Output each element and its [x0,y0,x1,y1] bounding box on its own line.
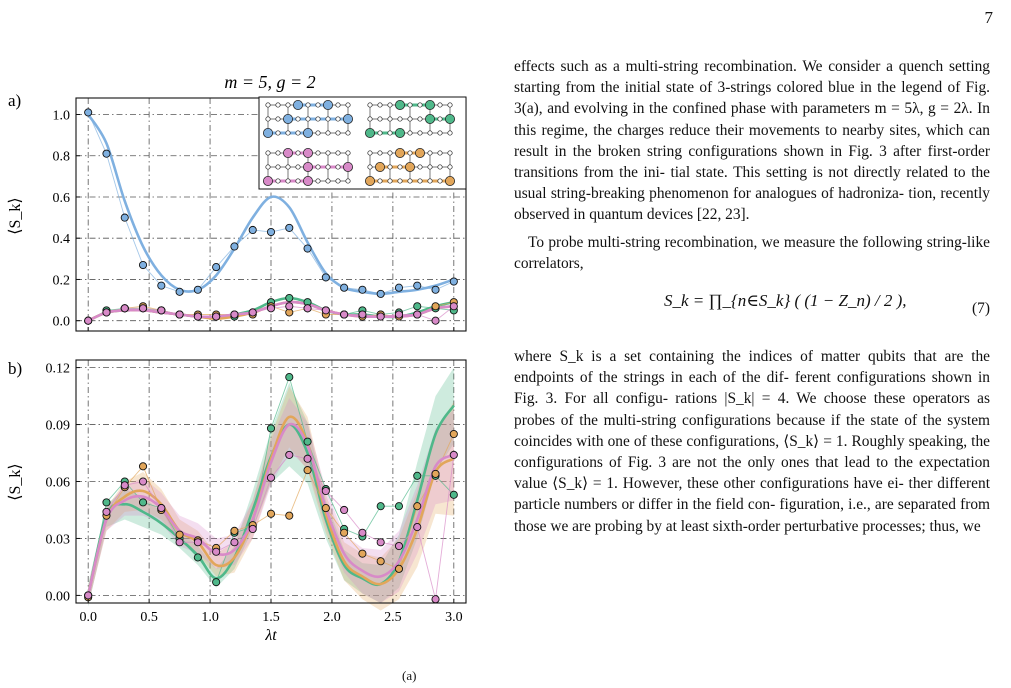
data-point [377,558,384,565]
lattice-site [428,165,432,169]
data-point [286,224,293,231]
equation-number: (7) [972,300,990,318]
data-point [432,596,439,603]
data-point [395,503,402,510]
data-point [158,504,165,511]
inset-frame [259,97,466,189]
lattice-site [266,165,270,169]
data-point [286,303,293,310]
charge-marker [283,148,292,157]
data-point [213,263,220,270]
lattice-site [286,165,290,169]
data-point [158,282,165,289]
lattice-site [346,103,350,107]
data-point [267,510,274,517]
lattice-site [378,103,382,107]
figure [0,0,500,688]
data-point [139,463,146,470]
text-line: a quench setting starting from the initial state of 3-strings [514,58,991,97]
text-line: shown in Fig. 3 after first-order transitions from the ini- [514,142,990,182]
data-point [139,305,146,312]
data-point [85,317,92,324]
lattice-site [326,179,330,183]
lattice-site [438,151,442,155]
y-tick-label: 1.0 [52,108,70,124]
lattice-site [286,103,290,107]
data-point [231,539,238,546]
data-point [194,286,201,293]
lattice-site [368,117,372,121]
text-line: by at least sixth-order perturbative processes; thus, we [646,517,981,535]
data-point [304,245,311,252]
lattice-site [428,131,432,135]
charge-marker [293,100,302,109]
charge-marker [303,176,312,185]
text-line: tial state. This setting is not directly related to the usual [514,164,990,203]
lattice-site [378,117,382,121]
data-point [194,539,201,546]
charge-marker [425,100,434,109]
lattice-site [276,117,280,121]
lattice-site [276,131,280,135]
data-point [231,311,238,318]
paragraph-2 [514,232,990,274]
data-point [322,504,329,511]
text-line: regime, the charges reduce their movements to nearby [541,121,885,139]
data-point [176,531,183,538]
data-point [395,284,402,291]
lattice-site [326,165,330,169]
text-line: string-breaking phenomenon for analogues of hadroniza- [550,185,905,203]
charge-marker [323,100,332,109]
data-point [176,288,183,295]
data-point [176,311,183,318]
data-point [432,286,439,293]
text-line: that are the endpoints of the strings in each of the dif- [514,348,990,387]
lattice-site [408,103,412,107]
lattice-site [266,103,270,107]
lattice-site [336,131,340,135]
data-point [450,278,457,285]
x-tick-label: 0.5 [140,610,158,625]
x-tick-label: 1.0 [201,610,219,625]
panel-b-ylabel: ⟨S_k⟩ [7,463,24,501]
charge-marker [395,148,404,157]
data-point [414,503,421,510]
text-line: ⟨S_k⟩ = 1. Roughly speaking, the configurations of Fig. 3 [514,432,990,472]
data-point [286,373,293,380]
data-point [414,282,421,289]
lattice-site [398,179,402,183]
data-point [322,307,329,314]
panel-b-xlabel: λt [265,627,277,644]
lattice-site [388,151,392,155]
lattice-site [418,103,422,107]
lattice-site [378,179,382,183]
lattice-site [378,131,382,135]
data-point [322,487,329,494]
lattice-site [388,179,392,183]
lattice-site [378,151,382,155]
charge-marker [263,176,272,185]
lattice-site [336,117,340,121]
y-tick-label: 0.03 [45,532,70,548]
data-point [395,311,402,318]
data-point [286,512,293,519]
lattice-site [346,151,350,155]
charge-marker [365,176,374,185]
charge-marker [303,128,312,137]
lattice-site [336,179,340,183]
lattice-site [428,179,432,183]
data-point [85,592,92,599]
data-point [267,228,274,235]
text-line: To probe multi-string recombination, we measure the [528,233,859,251]
lattice-site [306,103,310,107]
data-point [359,529,366,536]
lattice-site [368,151,372,155]
data-point [213,548,220,555]
charge-marker [445,114,454,123]
lattice-site [408,151,412,155]
y-tick-label: 0.12 [45,361,70,377]
charge-marker [343,114,352,123]
lattice-site [296,131,300,135]
data-point [450,451,457,458]
data-point [213,579,220,586]
lattice-site [388,131,392,135]
data-point [322,274,329,281]
charge-marker [415,148,424,157]
lattice-site [276,103,280,107]
lattice-site [326,151,330,155]
text-line: confined phase with parameters m = 5λ, g = 2λ. In this [514,100,990,139]
data-point [377,503,384,510]
data-point [121,214,128,221]
data-point [121,482,128,489]
data-point [121,305,128,312]
lattice-site [326,117,330,121]
data-point [249,525,256,532]
panel-a-label: a) [8,91,22,110]
x-tick-label: 2.5 [384,610,402,625]
data-point [139,261,146,268]
data-point [213,313,220,320]
data-point [359,286,366,293]
charge-marker [445,176,454,185]
data-point [304,438,311,445]
charge-marker [405,162,414,171]
charge-marker [365,128,374,137]
equation-body: S_k = ∏_{n∈S_k} ( (1 − Z_n) / 2 ), [664,291,907,311]
text-line: the system coincides with one of these configurations, [514,411,991,450]
data-point [432,303,439,310]
lattice-site [398,165,402,169]
charge-marker [303,162,312,171]
text-line: ther different particle numbers or differ in the field con- [514,475,990,514]
data-point [414,303,421,310]
data-point [267,305,274,312]
data-point [231,527,238,534]
data-point [414,472,421,479]
lattice-site [306,117,310,121]
text-line: sites, which can result in the broken string configurations [514,121,990,160]
panel-b-plot [46,360,467,625]
data-point [267,474,274,481]
lattice-site [346,131,350,135]
data-point [450,491,457,498]
data-point [432,317,439,324]
panel-b-label: b) [8,359,23,378]
lattice-site [336,151,340,155]
lattice-site [408,131,412,135]
figure-title: m = 5, g = 2 [224,72,316,92]
data-point [194,313,201,320]
data-point [103,499,110,506]
charge-marker [303,148,312,157]
data-point [304,467,311,474]
lattice-site [296,179,300,183]
data-point [139,499,146,506]
lattice-site [388,165,392,169]
lattice-site [286,131,290,135]
y-tick-label: 0.06 [45,475,70,491]
data-point [414,523,421,530]
lattice-site [316,117,320,121]
y-tick-label: 0.0 [52,314,70,330]
lattice-site [296,117,300,121]
charge-marker [375,162,384,171]
charge-marker [395,128,404,137]
lattice-site [438,103,442,107]
data-point [194,554,201,561]
text-line: tion, recently observed in quantum devices [22, 23]. [514,185,990,224]
charge-marker [425,114,434,123]
y-tick-label: 0.8 [52,149,70,165]
lattice-site [428,151,432,155]
lattice-site [408,117,412,121]
y-tick-label: 0.4 [52,232,70,248]
data-point [139,478,146,485]
data-point [414,311,421,318]
data-point [85,109,92,116]
caption-fragment: (a) [402,668,417,683]
y-tick-label: 0.2 [52,273,70,289]
data-point [359,550,366,557]
lattice-site [326,131,330,135]
lattice-site [316,103,320,107]
lattice-site [336,103,340,107]
data-point [395,565,402,572]
lattice-site [418,131,422,135]
lattice-site [438,131,442,135]
data-point [176,539,183,546]
text-line: ⟨S_k⟩ = 1. However, these other configurations have ei- [552,475,904,493]
text-line: of the multi-string configurations because if the state of [560,411,918,429]
lattice-site [448,151,452,155]
data-point [395,542,402,549]
lattice-site [316,179,320,183]
x-tick-label: 1.5 [262,610,280,625]
lattice-site [368,165,372,169]
text-line: following string-like correlators, [514,233,990,272]
lattice-site [438,179,442,183]
data-point [341,284,348,291]
lattice-site [286,179,290,183]
data-point [450,303,457,310]
charge-marker [283,114,292,123]
data-point [432,470,439,477]
charge-marker [343,162,352,171]
data-point [450,430,457,437]
page-number: 7 [984,8,993,27]
text-line: effects such as a multi-string recombination. We consider [514,58,881,75]
data-point [377,290,384,297]
y-tick-label: 0.09 [45,418,70,434]
data-point [341,311,348,318]
y-tick-label: 0.00 [45,589,70,605]
text-line: are not the only ones that lead to the expectation value [514,454,990,493]
x-tick-label: 0.0 [79,610,97,625]
lattice-site [448,165,452,169]
panel-a-ylabel: ⟨S_k⟩ [7,197,24,235]
lattice-site [316,151,320,155]
lattice-site [296,165,300,169]
data-point [249,226,256,233]
text-line: ferent configurations shown in Fig. 3. For all configu- [514,369,990,408]
lattice-site [388,117,392,121]
data-point [249,309,256,316]
lattice-site [408,179,412,183]
text-line: where S_k is a set containing the indices of matter qubits [514,348,906,366]
data-point [158,307,165,314]
text-line: colored blue in the legend of Fig. 3(a), and evolving in the [514,79,990,118]
data-point [359,311,366,318]
data-point [103,150,110,157]
lattice-site [316,165,320,169]
lattice-site [346,179,350,183]
data-point [341,506,348,513]
data-point [103,309,110,316]
lattice-site [398,117,402,121]
lattice-site [316,131,320,135]
charge-marker [263,128,272,137]
paragraph-3 [514,346,990,537]
lattice-site [448,103,452,107]
x-tick-label: 2.0 [323,610,341,625]
lattice-site [418,165,422,169]
y-tick-label: 0.6 [52,190,70,206]
body-text-column [514,56,990,537]
data-point [267,425,274,432]
text-line: rations |S_k| = 4. We choose these operators as probes [514,390,990,429]
data-point [377,539,384,546]
lattice-site [276,179,280,183]
paragraph-1 [514,56,990,226]
lattice-site [448,131,452,135]
data-point [304,455,311,462]
lattice-site [368,103,372,107]
lattice-site [296,151,300,155]
lattice-site [336,165,340,169]
lattice-site [438,117,442,121]
text-line: figuration, i.e., are separated from those we are probing [514,496,991,535]
lattice-site [418,179,422,183]
lattice-site [438,165,442,169]
data-point [286,451,293,458]
lattice-site [388,103,392,107]
data-point [286,294,293,301]
data-point [304,305,311,312]
data-point [377,313,384,320]
equation-7 [514,280,990,338]
data-point [103,508,110,515]
data-point [231,243,238,250]
x-tick-label: 3.0 [445,610,463,625]
charge-marker [395,100,404,109]
data-point [341,529,348,536]
lattice-site [266,151,270,155]
lattice-site [276,165,280,169]
lattice-site [266,117,270,121]
lattice-site [418,117,422,121]
inset-legend [259,97,466,189]
lattice-site [276,151,280,155]
